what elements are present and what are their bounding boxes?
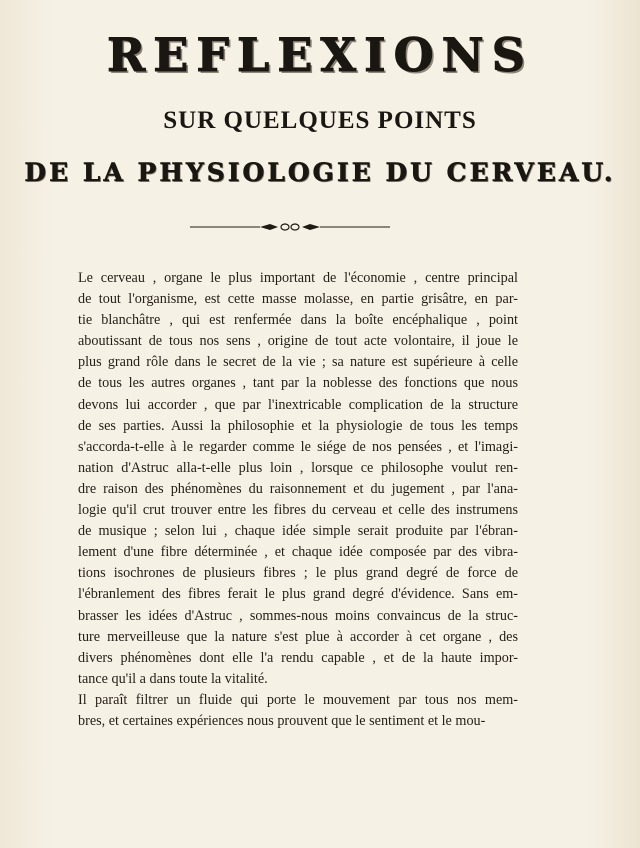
paragraph — [62, 690, 518, 732]
text-line: tions isochrones de plusieurs fibres ; le plus grand degré de force de — [78, 565, 518, 582]
text-line: Il paraît filtrer un fluide qui porte le mouvement par tous nos mem- — [78, 691, 518, 708]
text-line: dre raison des phénomènes du raisonnement et du jugement , par l'ana- — [78, 480, 518, 497]
text-line: lement d'une fibre déterminée , et chaque idée composée par des vibra- — [78, 544, 518, 561]
ornament-divider-icon — [190, 220, 390, 234]
text-line: s'accorda-t-elle à le regarder comme le siége de nos pensées , et l'imagi- — [78, 438, 518, 455]
text-line: l'ébranlement des fibres ferait le plus grand degré d'évidence. Sans em- — [78, 586, 518, 603]
text-line: devons lui accorder , que par l'inextricable complication de la structure — [78, 396, 518, 413]
text-line: de tout l'organisme, est cette masse molasse, en partie grisâtre, en par- — [78, 291, 518, 308]
paragraph — [62, 268, 518, 690]
text-line: tance qu'il a dans toute la vitalité. — [78, 670, 268, 687]
text-line: brasser les idées d'Astruc , sommes-nous moins convaincus de la struc- — [78, 607, 518, 624]
text-line: plus grand rôle dans le secret de la vie ; sa nature est supérieure à celle — [78, 354, 518, 371]
text-line: de tous les autres organes , tant par la noblesse des fonctions que nous — [78, 375, 518, 392]
text-line: tie blanchâtre , qui est renfermée dans la boîte encéphalique , point — [78, 312, 518, 329]
text-line: bres, et certaines expériences nous prouvent que le sentiment et le mou- — [78, 712, 486, 729]
page-subtitle: SUR QUELQUES POINTS — [163, 107, 477, 134]
text-line: Le cerveau , organe le plus important de l'économie , centre principal — [78, 270, 518, 286]
text-line: nation d'Astruc alla-t-elle plus loin , lorsque ce philosophe voulut ren- — [78, 459, 518, 476]
text-line: de ses parties. Aussi la philosophie et la physiologie de tous les temps — [78, 417, 518, 434]
page-subtitle-2: DE LA PHYSIOLOGIE DU CERVEAU. — [24, 158, 616, 187]
text-line: logie qu'il crut trouver entre les fibres du cerveau et celle des instrumens — [78, 502, 518, 519]
body-text — [62, 268, 518, 732]
text-line: aboutissant de tous nos sens , origine de tout acte volontaire, il joue le — [78, 333, 518, 350]
text-line: divers phénomènes dont elle l'a rendu capable , et de la haute impor- — [78, 649, 518, 666]
text-line: de musique ; selon lui , chaque idée simple serait produite par l'ébran- — [78, 523, 518, 540]
text-line: ture merveilleuse que la nature s'est plue à accorder à cet organe , des — [78, 628, 518, 645]
page-title: REFLEXIONS — [107, 28, 533, 82]
